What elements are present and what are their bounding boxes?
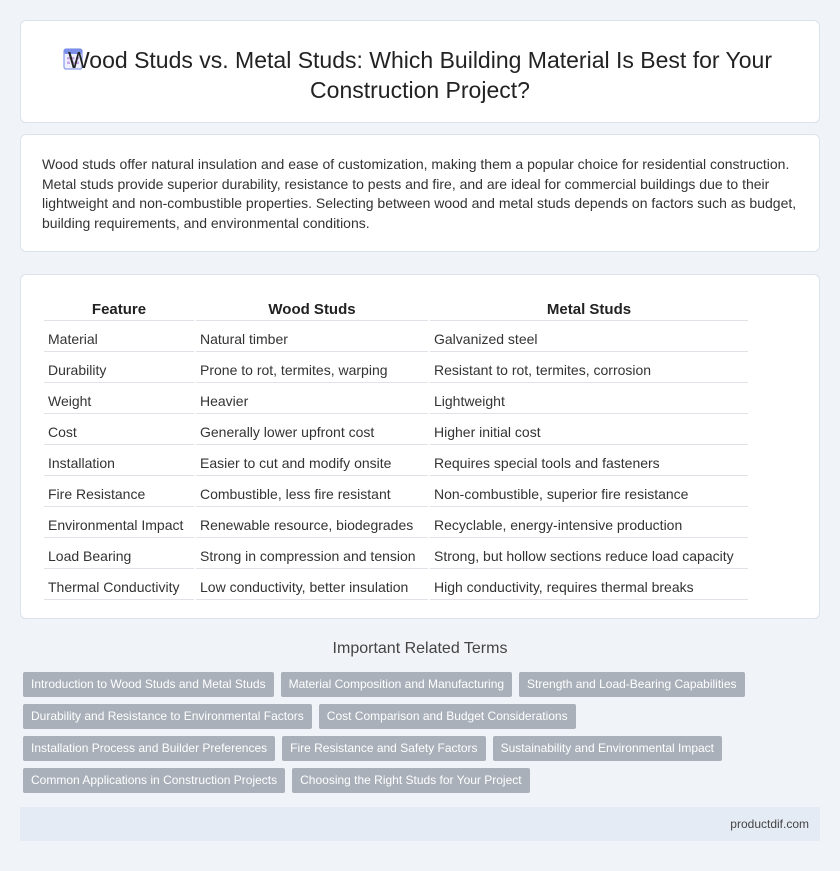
page-title: Wood Studs vs. Metal Studs: Which Building Material Is Best for Your Construction Project? — [68, 47, 772, 103]
related-terms-heading: Important Related Terms — [332, 640, 508, 657]
related-term-tag[interactable]: Installation Process and Builder Preferences — [23, 736, 275, 761]
table-row — [44, 323, 748, 352]
header-feature: Feature — [44, 297, 194, 321]
comparison-table — [42, 295, 750, 602]
table-cell: Lightweight — [430, 385, 748, 414]
related-term-tag[interactable]: Choosing the Right Studs for Your Project — [292, 768, 529, 793]
related-term-tag[interactable]: Durability and Resistance to Environmental Factors — [23, 704, 312, 729]
footer — [20, 807, 820, 841]
table-row — [44, 571, 748, 600]
table-cell: Galvanized steel — [430, 323, 748, 352]
related-term-tag[interactable]: Common Applications in Construction Projects — [23, 768, 285, 793]
table-row — [44, 540, 748, 569]
comparison-card — [20, 274, 820, 619]
table-cell: Heavier — [196, 385, 428, 414]
related-term-tag[interactable]: Fire Resistance and Safety Factors — [282, 736, 485, 761]
related-terms-list — [23, 672, 803, 793]
table-cell: Fire Resistance — [44, 478, 194, 507]
table-cell: Combustible, less fire resistant — [196, 478, 428, 507]
table-cell: Installation — [44, 447, 194, 476]
table-cell: Non-combustible, superior fire resistance — [430, 478, 748, 507]
table-header-row — [44, 297, 748, 321]
table-cell: Cost — [44, 416, 194, 445]
related-term-tag[interactable]: Cost Comparison and Budget Considerations — [319, 704, 576, 729]
intro-text: Wood studs offer natural insulation and ease of customization, making them a popular choice for residential construction. Metal studs provide superior durability, resistance to pests and fire, and are ideal for commercial buildings due to their lightweight and non-combustible properties. Selecting between wood and metal studs depends on factors such as budget, building requirements, and environmental conditions. — [42, 156, 797, 231]
table-cell: Easier to cut and modify onsite — [196, 447, 428, 476]
table-cell: Recyclable, energy-intensive production — [430, 509, 748, 538]
table-cell: Renewable resource, biodegrades — [196, 509, 428, 538]
related-term-tag[interactable]: Material Composition and Manufacturing — [281, 672, 512, 697]
table-row — [44, 354, 748, 383]
table-row — [44, 478, 748, 507]
related-term-tag[interactable]: Sustainability and Environmental Impact — [493, 736, 722, 761]
table-cell: Strong, but hollow sections reduce load capacity — [430, 540, 748, 569]
header-metal-studs: Metal Studs — [430, 297, 748, 321]
table-cell: Natural timber — [196, 323, 428, 352]
title-card — [20, 20, 820, 123]
table-cell: Weight — [44, 385, 194, 414]
footer-site-link[interactable]: productdif.com — [730, 817, 809, 831]
table-cell: Generally lower upfront cost — [196, 416, 428, 445]
table-row — [44, 447, 748, 476]
table-cell: Low conductivity, better insulation — [196, 571, 428, 600]
header-wood-studs: Wood Studs — [196, 297, 428, 321]
table-cell: Strong in compression and tension — [196, 540, 428, 569]
table-row — [44, 385, 748, 414]
table-cell: Thermal Conductivity — [44, 571, 194, 600]
related-term-tag[interactable]: Introduction to Wood Studs and Metal Studs — [23, 672, 274, 697]
table-cell: Higher initial cost — [430, 416, 748, 445]
table-cell: Load Bearing — [44, 540, 194, 569]
table-cell: Resistant to rot, termites, corrosion — [430, 354, 748, 383]
table-cell: Material — [44, 323, 194, 352]
table-row — [44, 416, 748, 445]
table-cell: Durability — [44, 354, 194, 383]
related-term-tag[interactable]: Strength and Load-Bearing Capabilities — [519, 672, 744, 697]
table-row — [44, 509, 748, 538]
table-cell: Prone to rot, termites, warping — [196, 354, 428, 383]
table-cell: High conductivity, requires thermal breaks — [430, 571, 748, 600]
table-cell: Requires special tools and fasteners — [430, 447, 748, 476]
table-cell: Environmental Impact — [44, 509, 194, 538]
intro-card — [20, 134, 820, 252]
